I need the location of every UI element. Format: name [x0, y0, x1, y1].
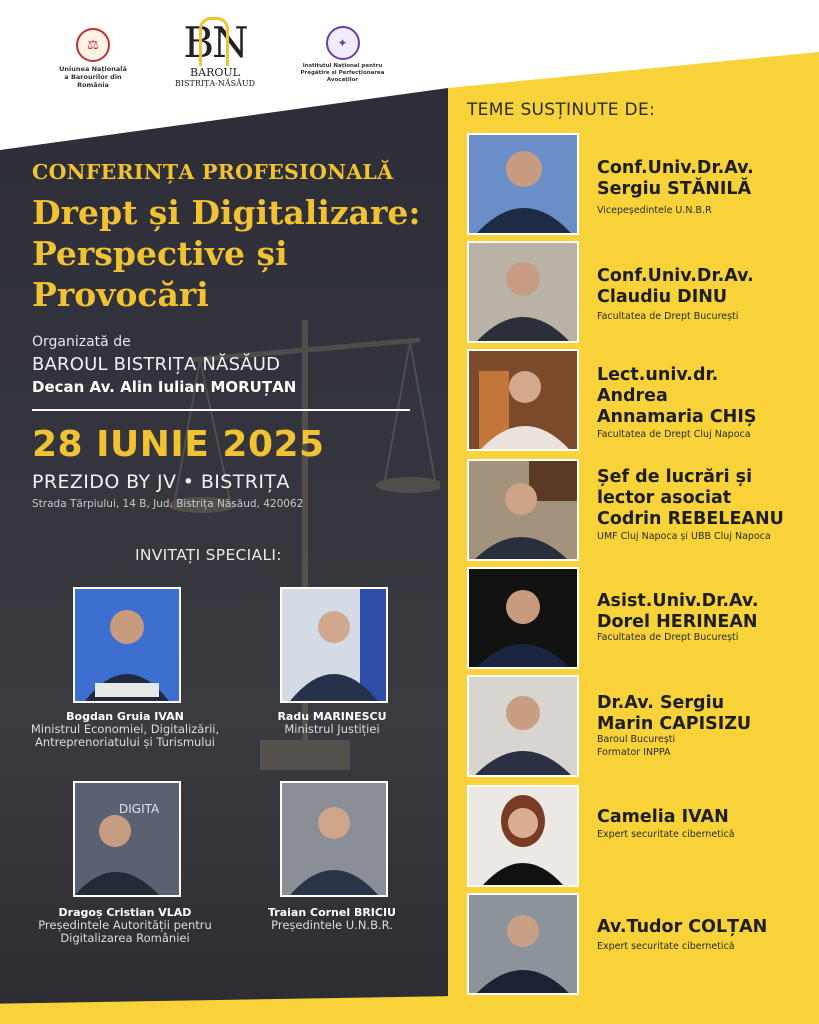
speaker-5-line1: Asist.Univ.Dr.Av.: [597, 591, 759, 611]
speaker-photo-1: [467, 133, 579, 235]
guest-name-4: Traian Cornel BRICIU: [268, 906, 396, 919]
event-date: 28 IUNIE 2025: [32, 424, 325, 465]
guest-photo-4: [280, 781, 388, 897]
speaker-portrait-5: [469, 569, 577, 667]
speaker-role-7: Expert securitate cibernetică: [597, 829, 735, 840]
speaker-photo-6: [467, 675, 579, 777]
inppa-seal-icon: ✦: [326, 26, 360, 60]
speaker-name-6: [597, 693, 811, 735]
speaker-1-line2: Sergiu STĂNILĂ: [597, 179, 752, 199]
title-line-2: Perspective și: [32, 234, 288, 273]
guest-portrait-4: [282, 783, 386, 895]
guest-name-2: Radu MARINESCU: [277, 710, 387, 723]
speaker-role-8: Expert securitate cibernetică: [597, 941, 735, 952]
speaker-role-2: Facultatea de Drept București: [597, 311, 739, 322]
guest-portrait-1: [75, 589, 179, 701]
guest-role-1b: Antreprenoriatului și Turismului: [35, 735, 215, 749]
baroul-logo-line1: BAROUL: [190, 66, 240, 79]
speaker-role-4: UMF Cluj Napoca și UBB Cluj Napoca: [597, 531, 771, 542]
speaker-name-3: [597, 365, 811, 428]
speakers-title: TEME SUSȚINUTE DE:: [467, 100, 656, 120]
speaker-photo-8: [467, 893, 579, 995]
speaker-portrait-4: [469, 461, 577, 559]
organized-by-label: Organizată de: [32, 334, 131, 350]
title-line-3: Provocări: [32, 275, 209, 314]
unbr-seal-icon: ⚖: [76, 28, 110, 62]
guest-role-3a: Președintele Autorității pentru: [38, 918, 212, 932]
speaker-6-line1: Dr.Av. Sergiu: [597, 693, 725, 713]
speaker-portrait-6: [469, 677, 577, 775]
guest-role-3b: Digitalizarea României: [60, 931, 190, 945]
speaker-role-3: Facultatea de Drept Cluj Napoca: [597, 429, 751, 440]
speaker-portrait-7: [469, 787, 577, 885]
svg-text:DIGITA: DIGITA: [119, 802, 160, 816]
guest-name-3: Dragoș Cristian VLAD: [58, 906, 192, 919]
conference-title: [32, 192, 442, 315]
speaker-photo-3: [467, 349, 579, 451]
speaker-portrait-3: [469, 351, 577, 449]
event-address: Strada Tărpiului, 14 B, Jud. Bistrița Năsăud, 420062: [32, 498, 304, 510]
dean-name: Decan Av. Alin Iulian MORUȚAN: [32, 378, 297, 396]
speaker-3-line1: Lect.univ.dr.: [597, 365, 719, 385]
guest-portrait-2: [282, 589, 386, 701]
speaker-name-5: [597, 591, 811, 633]
guest-role-1a: Ministrul Economiei, Digitalizării,: [30, 722, 220, 736]
guest-role-2a: Ministrul Justiției: [284, 722, 380, 736]
baroul-bistrita-logo: [165, 15, 265, 89]
divider-line: [32, 409, 410, 411]
guest-photo-2: [280, 587, 388, 703]
speaker-7-line1: Camelia IVAN: [597, 807, 729, 827]
speaker-6-line2: Marin CAPISIZU: [597, 714, 752, 734]
speaker-role-5: Facultatea de Drept București: [597, 632, 739, 643]
speaker-3-line3: Annamaria CHIȘ: [597, 407, 757, 427]
unbr-logo-text: Uniunea Națională a Barourilor din România: [59, 65, 127, 89]
speaker-4-line2: lector asociat: [597, 488, 732, 508]
speaker-5-line2: Dorel HERINEAN: [597, 612, 758, 632]
speaker-name-1: [597, 158, 811, 200]
speaker-name-7: [597, 807, 811, 828]
speaker-3-line2: Andrea: [597, 386, 668, 406]
speaker-2-line2: Claudiu DINU: [597, 287, 728, 307]
speaker-1-line1: Conf.Univ.Dr.Av.: [597, 158, 754, 178]
speaker-4-line3: Codrin REBELEANU: [597, 509, 784, 529]
organizer-name: BAROUL BISTRIȚA NĂSĂUD: [32, 354, 281, 375]
speaker-portrait-2: [469, 243, 577, 341]
guest-role-4a: Președintele U.N.B.R.: [271, 918, 393, 932]
speaker-portrait-8: [469, 895, 577, 993]
inppa-logo-text: Institutul Național pentru Pregătire și Perfecționarea Avocaților: [300, 63, 385, 83]
speaker-name-4: [597, 467, 811, 530]
speaker-8-line1: Av.Tudor COLȚAN: [597, 917, 768, 937]
speaker-name-8: [597, 917, 811, 938]
speaker-photo-4: [467, 459, 579, 561]
unbr-logo: [58, 28, 128, 89]
speaker-4-line1: Șef de lucrări și: [597, 467, 753, 487]
event-venue: PREZIDO BY JV • BISTRIȚA: [32, 471, 290, 493]
special-guests-title: INVITAȚI SPECIALI:: [135, 546, 282, 564]
guest-photo-1: [73, 587, 181, 703]
speaker-2-line1: Conf.Univ.Dr.Av.: [597, 266, 754, 286]
guest-name-1: Bogdan Gruia IVAN: [66, 710, 184, 723]
speaker-photo-2: [467, 241, 579, 343]
speaker-role-6a: Baroul București: [597, 734, 676, 745]
speaker-photo-5: [467, 567, 579, 669]
speaker-portrait-1: [469, 135, 577, 233]
title-line-1: Drept și Digitalizare:: [32, 193, 421, 232]
guest-portrait-3: [75, 783, 179, 895]
speaker-photo-7: [467, 785, 579, 887]
baroul-monogram: [165, 15, 265, 71]
inppa-logo: [300, 26, 385, 84]
conference-label: CONFERINȚA PROFESIONALĂ: [32, 160, 394, 184]
speaker-role-6b: Formator INPPA: [597, 747, 671, 758]
baroul-logo-line2: BISTRIȚA-NĂSĂUD: [174, 79, 256, 88]
speaker-role-1: Vicepeședintele U.N.B.R: [597, 205, 712, 216]
speaker-name-2: [597, 266, 811, 308]
baroul-monogram-text: BN: [183, 18, 247, 67]
guest-photo-3: [73, 781, 181, 897]
